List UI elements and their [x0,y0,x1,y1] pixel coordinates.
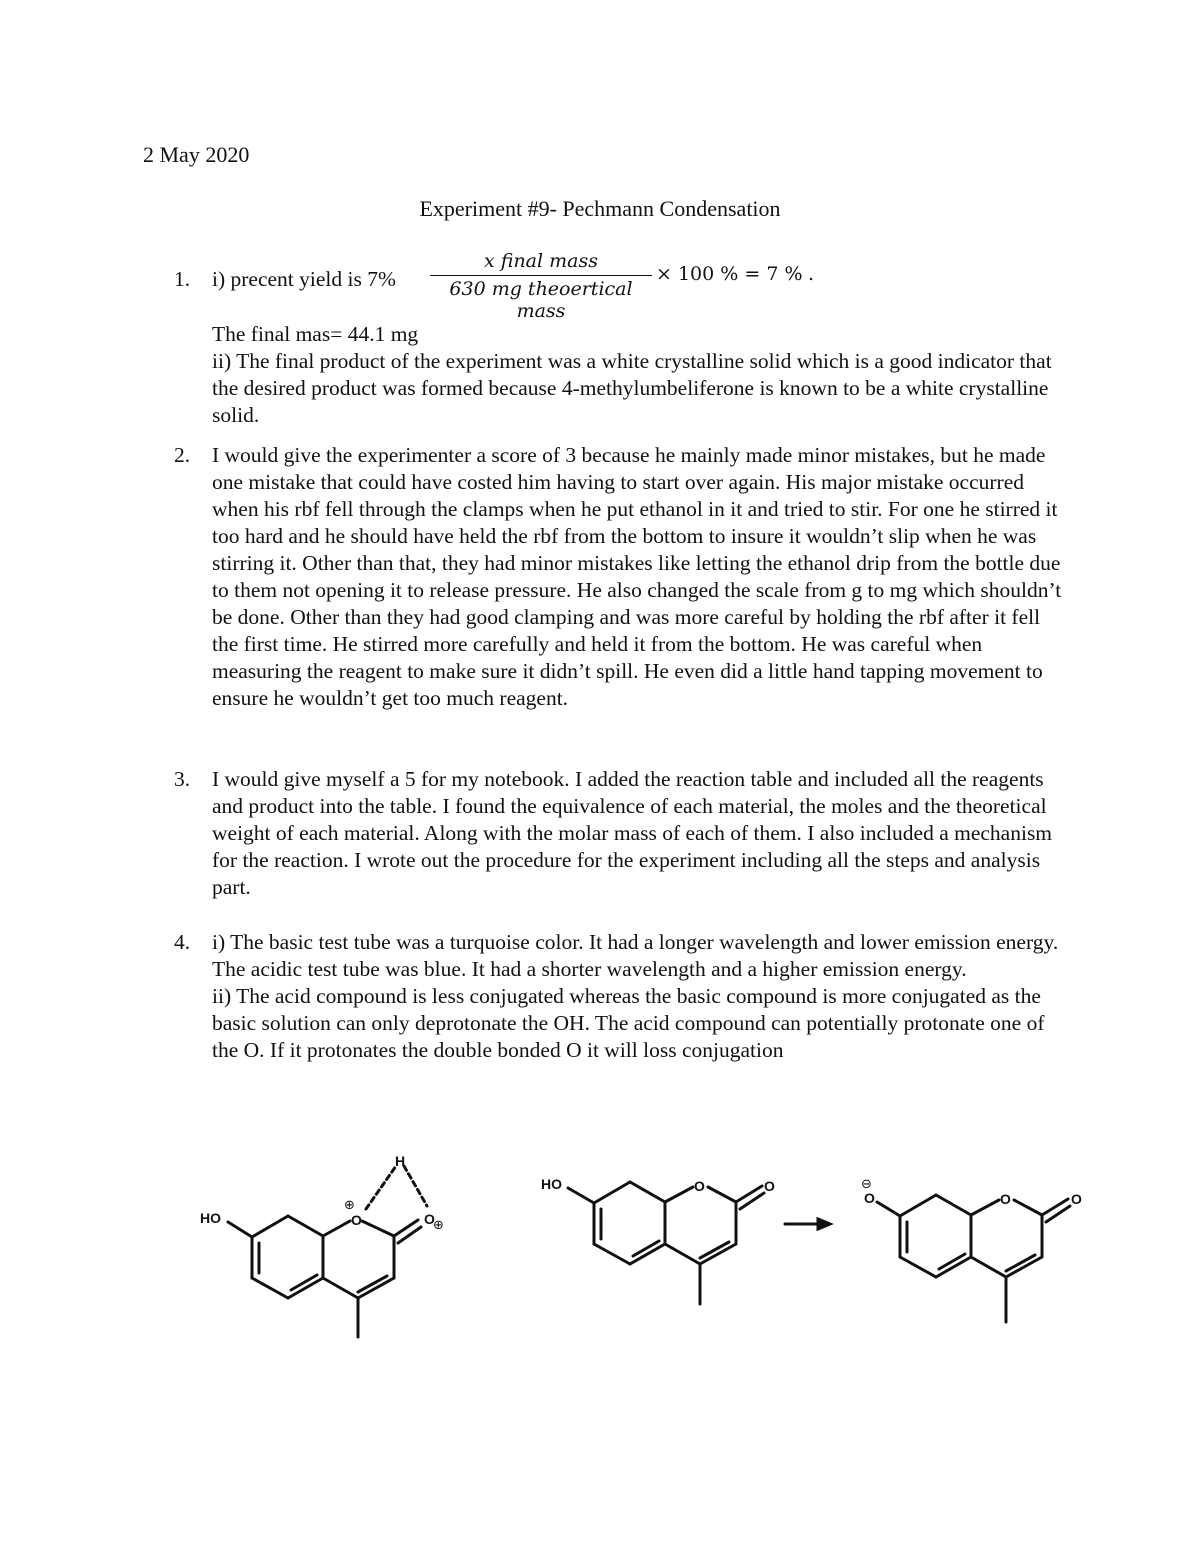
middle-ring-oxygen-label: O [694,1178,705,1194]
methylumbelliferone-structure [568,1182,764,1304]
fraction-denominator: 630 mg theoertical mass [449,278,633,322]
formula-result: × 100 % = 7 % [656,263,803,285]
item-number: 4. [174,930,191,954]
formula-period: . [808,263,815,285]
left-carbonyl-oxygen-label: O [424,1211,435,1227]
ring-oxygen-charge: ⊕ [344,1197,355,1212]
item-number: 3. [174,767,191,791]
item-number: 2. [174,443,191,467]
protonated-coumarin-structure [228,1166,427,1337]
document-date: 2 May 2020 [143,142,250,167]
left-proton-label: H [395,1153,406,1169]
notebook-evaluation: I would give myself a 5 for my notebook. I added the reaction table and included all the reagents and product into the table. I found the equivalence of each material, the moles and the theoretical weight of each material. Along with the molar mass of each of them. I also included a mechanism for the reaction. I wrote out the procedure for the experiment including all the steps and analysis part. [212,767,1053,899]
left-ring-oxygen-label: O [351,1212,362,1228]
middle-carbonyl-oxygen-label: O [764,1178,775,1194]
conjugation-explanation: ii) The acid compound is less conjugated whereas the basic compound is more conjugated as the basic solution can only deprotonate the OH. The acid compound can potentially protonate one of the O. If it protonates the double bonded O it will loss conjugation [212,984,1045,1062]
right-carbonyl-oxygen-label: O [1071,1191,1082,1207]
reaction-arrow [785,1219,830,1229]
carbonyl-oxygen-charge: ⊕ [433,1217,444,1232]
product-description: ii) The final product of the experiment was a white crystalline solid which is a good indicator that the desired product was formed because 4-methylumbeliferone is known to be a white crystalline solid. [212,349,1052,427]
middle-hydroxyl-label: HO [541,1176,562,1192]
final-mass-statement: The final mas= 44.1 mg [212,322,419,346]
right-ring-oxygen-label: O [1000,1191,1011,1207]
phenoxide-structure [877,1195,1070,1322]
left-hydroxyl-label: HO [200,1210,221,1226]
document-title: Experiment #9- Pechmann Condensation [419,196,781,221]
right-phenoxide-oxygen-label: O [864,1190,875,1206]
yield-statement: i) precent yield is 7% [212,267,396,291]
experimenter-evaluation: I would give the experimenter a score of 3 because he mainly made minor mistakes, but he made one mistake that could have costed him having to start over again. His major mistake occurred when his rbf fell through the clamps when he put ethanol in it and tried to stir. For one he stirred it too hard and he should have held the rbf from the bottom to insure it wouldn’t slip when he was stirring it. Other than that, they had minor mistakes like letting the ethanol drip from the bottle due to them not opening it to release pressure. He also changed the scale from g to mg which shouldn’t be done. Other than they had good clamping and was more careful by holding the rbf after it fell the first time. He stirred more carefully and held it from the bottom. He was careful when measuring the reagent to make sure it didn’t spill. He even did a little hand tapping movement to ensure he wouldn’t get too much reagent. [212,443,1062,710]
item-number: 1. [174,267,191,291]
test-tube-observation: i) The basic test tube was a turquoise color. It had a longer wavelength and lower emission energy. The acidic test tube was blue. It had a shorter wavelength and a higher emission energy. [212,930,1059,981]
phenoxide-charge: ⊖ [861,1176,872,1191]
fraction-numerator: x final mass [484,250,598,272]
